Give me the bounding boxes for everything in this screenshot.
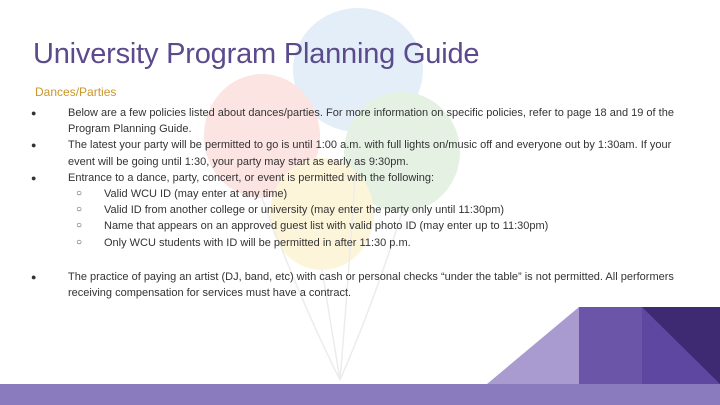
sub-bullet-text: Name that appears on an approved guest list with valid photo ID (may enter up to 11:30pm): [104, 220, 549, 233]
sub-bullet-text: Valid WCU ID (may enter at any time): [104, 188, 288, 201]
corner-mid-block: [579, 307, 642, 384]
sub-bullet-text: Valid ID from another college or university (may enter the party only until 11:30pm): [104, 204, 505, 217]
corner-light-triangle: [487, 307, 579, 384]
sub-bullet-glyph: ○: [76, 220, 83, 232]
bullet-text: The latest your party will be permitted to go is until 1:00 a.m. with full lights on/music off and everyone out by 1:30am. If your event will be going until 1:30, your party may start as early as 9:30pm.: [68, 139, 672, 168]
section-subtitle: Dances/Parties: [35, 85, 117, 99]
sub-bullet-glyph: ○: [76, 188, 83, 200]
bullet-glyph: ●: [31, 271, 37, 282]
sub-bullet-glyph: ○: [76, 204, 83, 216]
bullet-glyph: ●: [31, 140, 37, 151]
sub-bullet-text: Only WCU students with ID will be permitted in after 11:30 p.m.: [104, 236, 411, 249]
page-title: University Program Planning Guide: [33, 38, 480, 70]
bullet-text: Below are a few policies listed about dances/parties. For more information on specific policies, refer to page 18 and 19 of the Program Planning Guide.: [68, 107, 674, 136]
bullet-text: The practice of paying an artist (DJ, band, etc) with cash or personal checks “under the table” is not permitted. All performers receiving compensation for services must have a contract.: [68, 270, 674, 300]
bullet-glyph: ●: [31, 172, 37, 183]
bullet-text: Entrance to a dance, party, concert, or event is permitted with the following:: [68, 171, 435, 184]
sub-bullet-glyph: ○: [76, 236, 83, 248]
bullet-glyph: ●: [31, 108, 37, 118]
